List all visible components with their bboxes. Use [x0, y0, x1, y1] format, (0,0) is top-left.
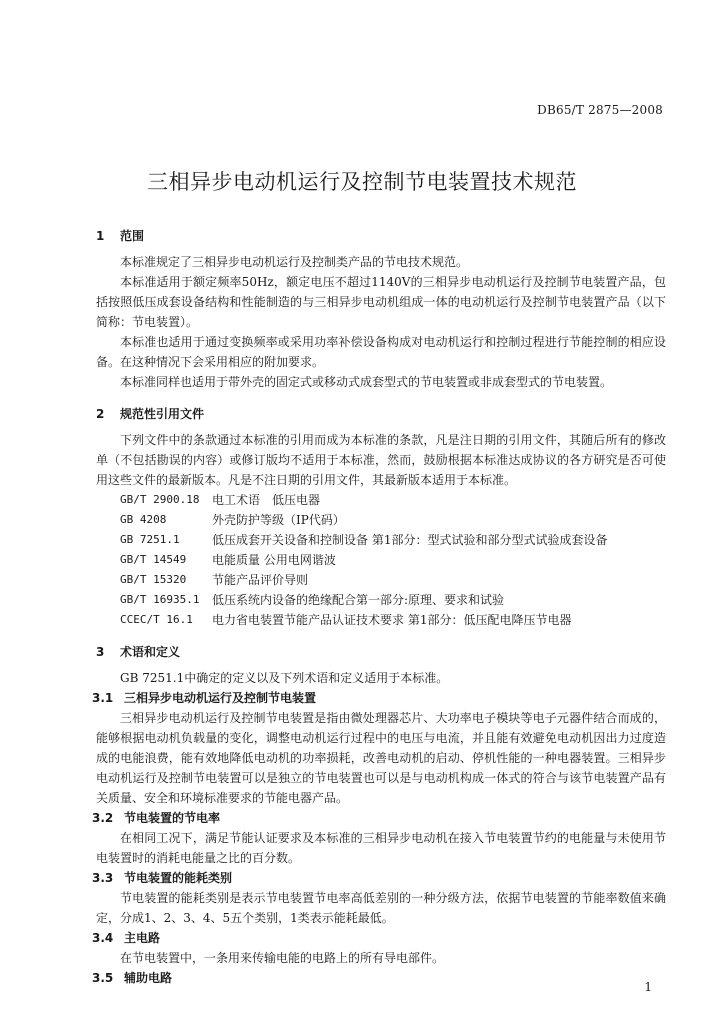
- reference-item: [120, 510, 666, 530]
- reference-name: 电力省电装置节能产品认证技术要求 第1部分：低压配电降压节电器: [212, 613, 572, 627]
- reference-name: 电能质量 公用电网谐波: [212, 553, 336, 567]
- reference-name: 节能产品评价导则: [212, 573, 309, 587]
- reference-name: 外壳防护等级（IP代码）: [212, 513, 345, 527]
- paragraph: 本标准适用于额定频率50Hz，额定电压不超过1140V的三相异步电动机运行及控制节电装置产品，包括按照低压成套设备结构和性能制造的与三相异步电动机组成一体的电动机运行及控制节电装置产品（以下简称：节电装置）。: [96, 275, 666, 329]
- section-number: 1: [96, 229, 105, 243]
- subsection-heading: [92, 868, 666, 888]
- subsection-title: 主电路: [124, 931, 161, 945]
- section-title: 范围: [120, 229, 145, 243]
- reference-item: [120, 570, 666, 590]
- paragraph: 下列文件中的条款通过本标准的引用而成为本标准的条款，凡是注日期的引用文件，其随后所有的修改单（不包括勘误的内容）或修订版均不适用于本标准，然而，鼓励根据本标准达成协议的各方研究是否可使用这些文件的最新版本。凡是不注日期的引用文件，其最新版本适用于本标准。: [96, 433, 666, 487]
- reference-code: GB 4208: [120, 513, 167, 526]
- subsection-number: 3.5: [92, 971, 114, 985]
- document-body: [92, 226, 666, 988]
- subsection-number: 3.4: [92, 931, 114, 945]
- standard-code: DB65/T 2875—2008: [537, 103, 663, 117]
- reference-name: 低压系统内设备的绝缘配合第一部分:原理、要求和试验: [212, 593, 505, 607]
- reference-code: GB 7251.1: [120, 533, 180, 546]
- subsection-title: 节电装置的能耗类别: [124, 871, 233, 885]
- section-number: 3: [96, 645, 105, 659]
- reference-item: [120, 550, 666, 570]
- subsection-title: 节电装置的节电率: [124, 811, 221, 825]
- paragraph: 本标准同样也适用于带外壳的固定式或移动式成套型式的节电装置或非成套型式的节电装置。: [120, 375, 613, 389]
- document-title: 三相异步电动机运行及控制节电装置技术规范: [147, 170, 577, 194]
- reference-code: GB/T 2900.18: [120, 493, 200, 506]
- subsection-heading: [92, 928, 666, 948]
- page-number: 1: [644, 980, 652, 994]
- subsection-title: 三相异步电动机运行及控制节电装置: [124, 691, 317, 705]
- subsection-number: 3.1: [92, 691, 114, 705]
- subsection-heading: [92, 808, 666, 828]
- reference-code: GB/T 14549: [120, 553, 187, 566]
- reference-code: GB/T 15320: [120, 573, 187, 586]
- section-title: 规范性引用文件: [120, 407, 205, 421]
- reference-name: 电工术语 低压电器: [212, 493, 321, 507]
- section-title: 术语和定义: [120, 645, 181, 659]
- paragraph: GB 7251.1中确定的定义以及下列术语和定义适用于本标准。: [120, 671, 449, 685]
- section-number: 2: [96, 407, 105, 421]
- reference-code: CCEC/T 16.1: [120, 613, 193, 626]
- paragraph: 三相异步电动机运行及控制节电装置是指由微处理器芯片、大功率电子模块等电子元器件结合而成的，能够根据电动机负载量的变化，调整电动机运行过程中的电压与电流，并且能有效避免电动机因出力过度造成的电能浪费，能有效地降低电动机的功率损耗，改善电动机的启动、停机性能的一种电器装置。三相异步电动机运行及控制节电装置可以是独立的节电装置也可以是与电动机构成一体式的符合与该节电装置产品有关质量、安全和环境标准要求的节能电器产品。: [96, 711, 666, 805]
- subsection-number: 3.3: [92, 871, 114, 885]
- subsection-heading: [92, 968, 666, 988]
- paragraph: 在相同工况下，满足节能认证要求及本标准的三相异步电动机在接入节电装置节约的电能量与未使用节电装置时的消耗电能量之比的百分数。: [96, 831, 666, 865]
- paragraph: 本标准也适用于通过变换频率或采用功率补偿设备构成对电动机运行和控制过程进行节能控制的相应设备。在这种情况下会采用相应的附加要求。: [96, 335, 666, 369]
- section-heading-scope: [96, 226, 666, 246]
- paragraph: 本标准规定了三相异步电动机运行及控制类产品的节电技术规范。: [120, 255, 469, 269]
- reference-item: [120, 490, 666, 510]
- reference-code: GB/T 16935.1: [120, 593, 200, 606]
- reference-list: [96, 490, 666, 630]
- subsection-number: 3.2: [92, 811, 114, 825]
- reference-item: [120, 610, 666, 630]
- section-heading-terms-definitions: [96, 642, 666, 662]
- subsection-title: 辅助电路: [124, 971, 173, 985]
- paragraph: 在节电装置中，一条用来传输电能的电路上的所有导电部件。: [120, 951, 445, 965]
- reference-item: [120, 530, 666, 550]
- reference-item: [120, 590, 666, 610]
- section-heading-normative-references: [96, 404, 666, 424]
- reference-name: 低压成套开关设备和控制设备 第1部分：型式试验和部分型式试验成套设备: [212, 533, 608, 547]
- subsection-heading: [92, 688, 666, 708]
- paragraph: 节电装置的能耗类别是表示节电装置节电率高低差别的一种分级方法，依据节电装置的节能率数值来确定，分成1、2、3、4、5五个类别，1类表示能耗最低。: [96, 891, 666, 925]
